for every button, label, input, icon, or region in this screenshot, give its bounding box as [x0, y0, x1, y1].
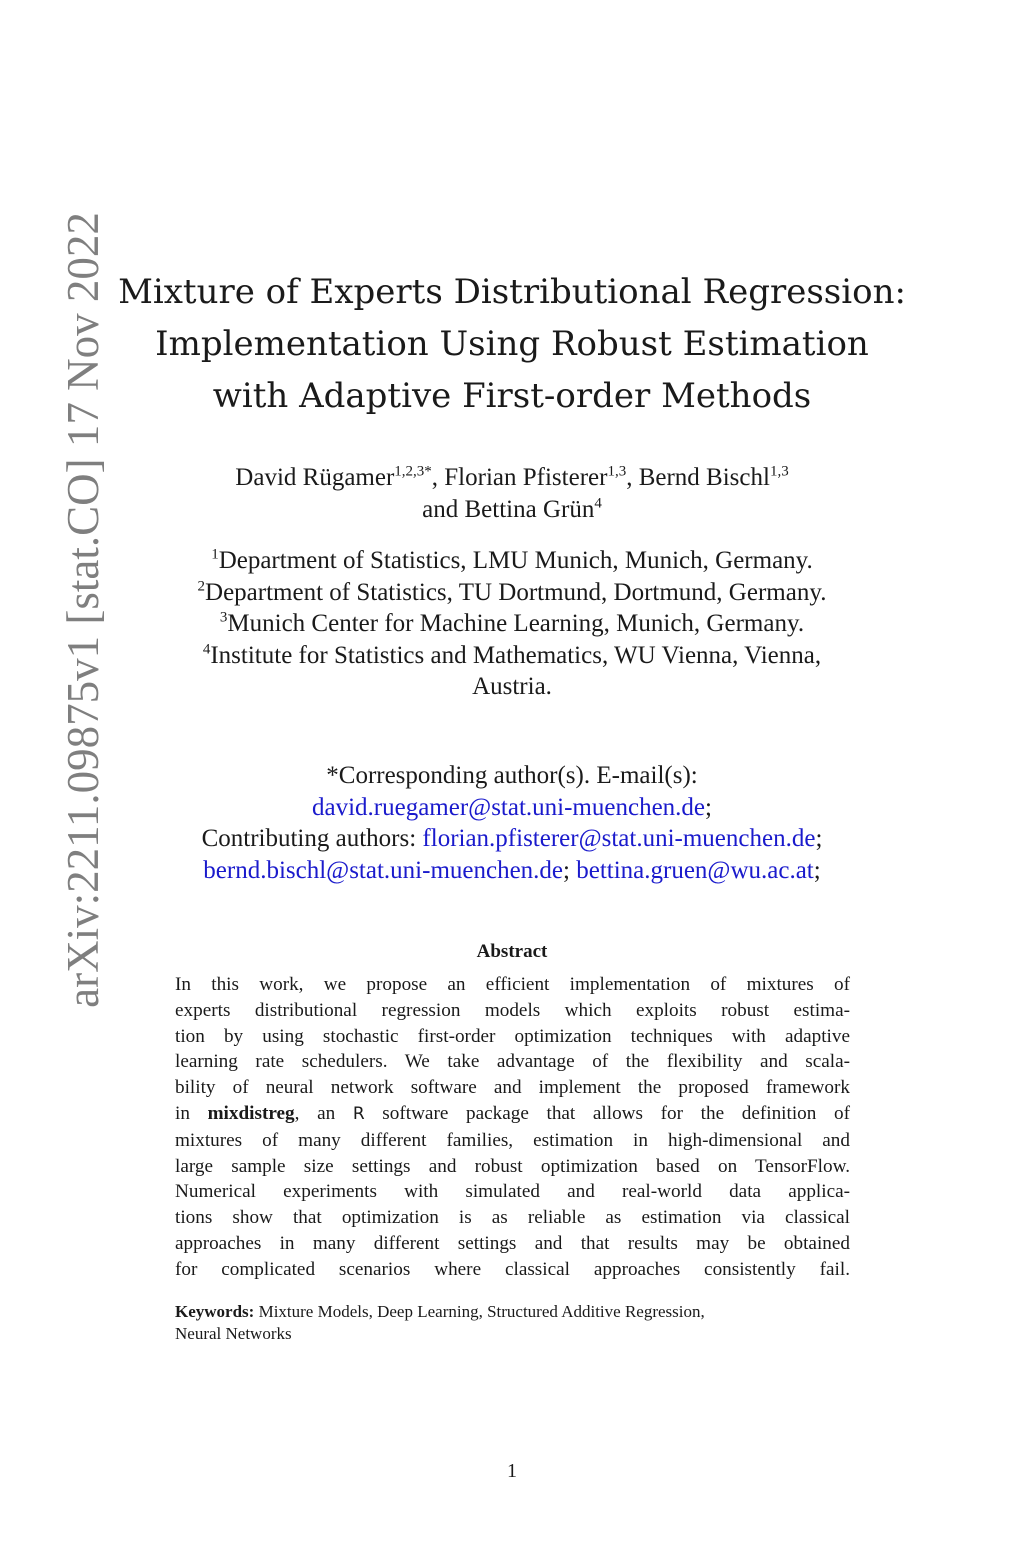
title-line: Mixture of Experts Distributional Regression:	[118, 272, 906, 312]
abstract-line: in mixdistreg, an R software package that allows for the definition of	[175, 1102, 850, 1124]
affiliation-text: Munich Center for Machine Learning, Munich, Germany.	[227, 610, 805, 637]
email-link-pfisterer[interactable]: florian.pfisterer@stat.uni-muenchen.de	[422, 825, 816, 852]
keywords-label: Keywords:	[175, 1302, 255, 1321]
correspondence-block	[112, 760, 912, 886]
author-line: and Bettina Grün$^4$	[422, 495, 602, 523]
abstract-line: mixtures of many different families, estimation in high-dimensional and	[175, 1129, 850, 1151]
author-affiliation-marker: 4	[594, 495, 602, 512]
affiliation-item	[112, 640, 912, 672]
correspondence-line: bernd.bischl@stat.uni-muenchen.de; bettina.gruen@wu.ac.at;	[203, 856, 821, 884]
author-affiliation-marker: 1,2,3*	[394, 463, 432, 480]
abstract-line: large sample size settings and robust optimization based on TensorFlow.	[175, 1155, 850, 1177]
abstract-heading: Abstract	[476, 941, 548, 962]
affiliation-number: 3	[219, 609, 228, 626]
abstract-line: tions show that optimization is as reliable as estimation via classical	[175, 1207, 850, 1229]
title-line: Implementation Using Robust Estimation	[155, 324, 869, 364]
abstract-line: Numerical experiments with simulated and real-world data applica-	[175, 1181, 850, 1203]
author-affiliation-marker: 1,3	[607, 463, 627, 480]
affiliation-text: Institute for Statistics and Mathematics, WU Vienna, Vienna,	[210, 641, 822, 669]
keywords-block	[175, 1301, 850, 1345]
abstract-line: approaches in many different settings and that results may be obtained	[175, 1232, 850, 1254]
abstract-line: bility of neural network software and implement the proposed framework	[175, 1077, 850, 1099]
correspondence-line: Contributing authors: florian.pfisterer@stat.uni-muenchen.de;	[201, 825, 823, 852]
keywords-line: Neural Networks	[175, 1324, 292, 1343]
email-link-ruegamer[interactable]: david.ruegamer@stat.uni-muenchen.de	[312, 793, 706, 821]
affiliation-number: 4	[202, 641, 211, 658]
affiliation-text: Department of Statistics, TU Dortmund, Dortmund, Germany.	[205, 578, 827, 606]
email-link-bischl[interactable]: bernd.bischl@stat.uni-muenchen.de	[203, 856, 564, 884]
correspondence-line: david.ruegamer@stat.uni-muenchen.de;	[312, 793, 712, 821]
abstract-line: learning rate schedulers. We take advantage of the flexibility and scala-	[175, 1051, 850, 1073]
abstract-line: for complicated scenarios where classical approaches consistently fail.	[175, 1258, 850, 1280]
page-number: 1	[507, 1460, 517, 1482]
abstract-line: tion by using stochastic first-order optimization techniques with adaptive	[175, 1025, 850, 1047]
affiliation-item	[112, 671, 912, 703]
author-list	[112, 462, 912, 526]
language-name: R	[352, 1103, 365, 1124]
affiliation-text: Department of Statistics, LMU Munich, Munich, Germany.	[218, 547, 813, 574]
affiliation-list	[112, 545, 912, 703]
abstract-line: In this work, we propose an efficient implementation of mixtures of	[175, 974, 850, 995]
affiliation-item	[112, 608, 912, 640]
affiliation-number: 2	[197, 578, 206, 595]
abstract-line: experts distributional regression models which exploits robust estima-	[175, 999, 850, 1021]
abstract-body	[175, 972, 850, 1283]
affiliation-item	[112, 577, 912, 609]
paper-title	[112, 266, 912, 422]
title-line: with Adaptive First-order Methods	[212, 376, 812, 416]
author-name: Bernd Bischl	[638, 464, 770, 491]
arxiv-identifier-stamp: arXiv:2211.09875v1 [stat.CO] 17 Nov 2022	[58, 212, 108, 1008]
keywords-line	[175, 1301, 850, 1323]
affiliation-text: Austria.	[472, 673, 552, 700]
author-name: Bettina Grün	[464, 496, 595, 523]
affiliation-item	[112, 545, 912, 577]
package-name: mixdistreg	[207, 1102, 295, 1124]
affiliation-number: 1	[211, 546, 219, 563]
keywords-text: Mixture Models, Deep Learning, Structured Additive Regression,	[254, 1302, 705, 1321]
email-link-gruen[interactable]: bettina.gruen@wu.ac.at	[576, 856, 814, 884]
contributing-authors-label: Contributing authors:	[201, 825, 423, 852]
author-affiliation-marker: 1,3	[769, 463, 789, 480]
author-name: David Rügamer	[235, 464, 395, 491]
author-name: Florian Pfisterer	[444, 464, 608, 491]
corresponding-author-label: *Corresponding author(s). E-mail(s):	[326, 762, 698, 789]
author-line: David Rügamer$^{1,2,3*}$, Florian Pfisterer$^{1,3}$, Bernd Bischl$^{1,3}$	[235, 463, 789, 491]
